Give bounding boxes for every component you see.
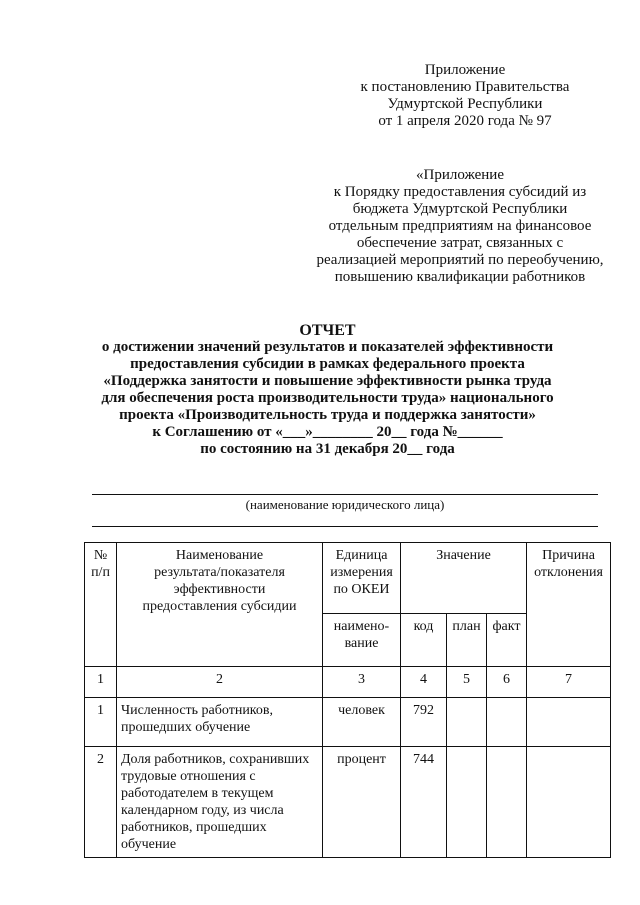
header-unit: Единица измерения по ОКЕИ: [323, 543, 401, 614]
appendix-order-line: обеспечение затрат, связанных с: [356, 235, 564, 251]
appendix-order-line: «Приложение: [415, 167, 504, 183]
org-name-rule: [92, 494, 598, 495]
appendix-order-line: реализацией мероприятий по переобучению,: [316, 252, 604, 268]
appendix-order-line: отдельным предприятиям на финансовое: [328, 218, 592, 234]
row-plan: [447, 747, 487, 858]
row-unit: человек: [323, 698, 401, 747]
report-date-line: по состоянию на 31 декабря 20__ года: [200, 441, 455, 457]
col-number: 4: [401, 667, 447, 698]
header-reason: Причина отклонения: [527, 543, 611, 667]
report-subtitle-line: предоставления субсидии в рамках федерального проекта: [130, 356, 525, 372]
row-num: 1: [85, 698, 117, 747]
report-subtitle-line: для обеспечения роста производительности труда» национального: [101, 390, 554, 406]
report-subtitle-line: проекта «Производительность труда и поддержка занятости»: [119, 407, 536, 423]
row-unit: процент: [323, 747, 401, 858]
header-num: № п/п: [85, 543, 117, 667]
appendix-order-line: бюджета Удмуртской Республики: [352, 201, 568, 217]
row-reason: [527, 698, 611, 747]
col-number: 1: [85, 667, 117, 698]
report-title: ОТЧЕТ: [299, 322, 356, 339]
row-name: Численность работников, прошедших обучение: [117, 698, 323, 747]
appendix-order-line: повышению квалификации работников: [334, 269, 586, 285]
row-fact: [487, 698, 527, 747]
report-subtitle-line: о достижении значений результатов и показателей эффективности: [101, 339, 554, 355]
appendix-main-line: Приложение: [424, 62, 506, 78]
report-subtitle-line: «Поддержка занятости и повышение эффективности рынка труда: [103, 373, 552, 389]
row-code: 744: [401, 747, 447, 858]
col-number: 7: [527, 667, 611, 698]
header-name: Наименование результата/показателя эффективности предоставления субсидии: [117, 543, 323, 667]
header-value: Значение: [401, 543, 527, 614]
header-unit-name: наимено- вание: [323, 614, 401, 667]
report-table: [84, 542, 611, 858]
table-row: [85, 698, 611, 747]
row-fact: [487, 747, 527, 858]
header-code: код: [401, 614, 447, 667]
appendix-main-line: от 1 апреля 2020 года № 97: [378, 113, 552, 129]
table-row: [85, 747, 611, 858]
appendix-order-line: к Порядку предоставления субсидий из: [333, 184, 587, 200]
table-header-row: [85, 543, 611, 614]
col-number: 6: [487, 667, 527, 698]
appendix-main-line: к постановлению Правительства: [360, 79, 570, 95]
header-plan: план: [447, 614, 487, 667]
row-name: Доля работников, сохранивших трудовые отношения с работодателем в текущем календарном году, из числа работников, прошедших обучение: [117, 747, 323, 858]
column-number-row: [85, 667, 611, 698]
row-code: 792: [401, 698, 447, 747]
agreement-line: к Соглашению от «___»________ 20__ года №______: [152, 424, 503, 440]
col-number: 5: [447, 667, 487, 698]
report-heading: [50, 322, 605, 458]
org-name-rule-2: [92, 526, 598, 527]
header-fact: факт: [487, 614, 527, 667]
col-number: 2: [117, 667, 323, 698]
row-num: 2: [85, 747, 117, 858]
appendix-order-block: [300, 167, 620, 286]
appendix-main-line: Удмуртской Республики: [387, 96, 543, 112]
row-reason: [527, 747, 611, 858]
col-number: 3: [323, 667, 401, 698]
appendix-main-block: [330, 62, 600, 130]
row-plan: [447, 698, 487, 747]
org-name-caption: (наименование юридического лица): [245, 497, 445, 512]
